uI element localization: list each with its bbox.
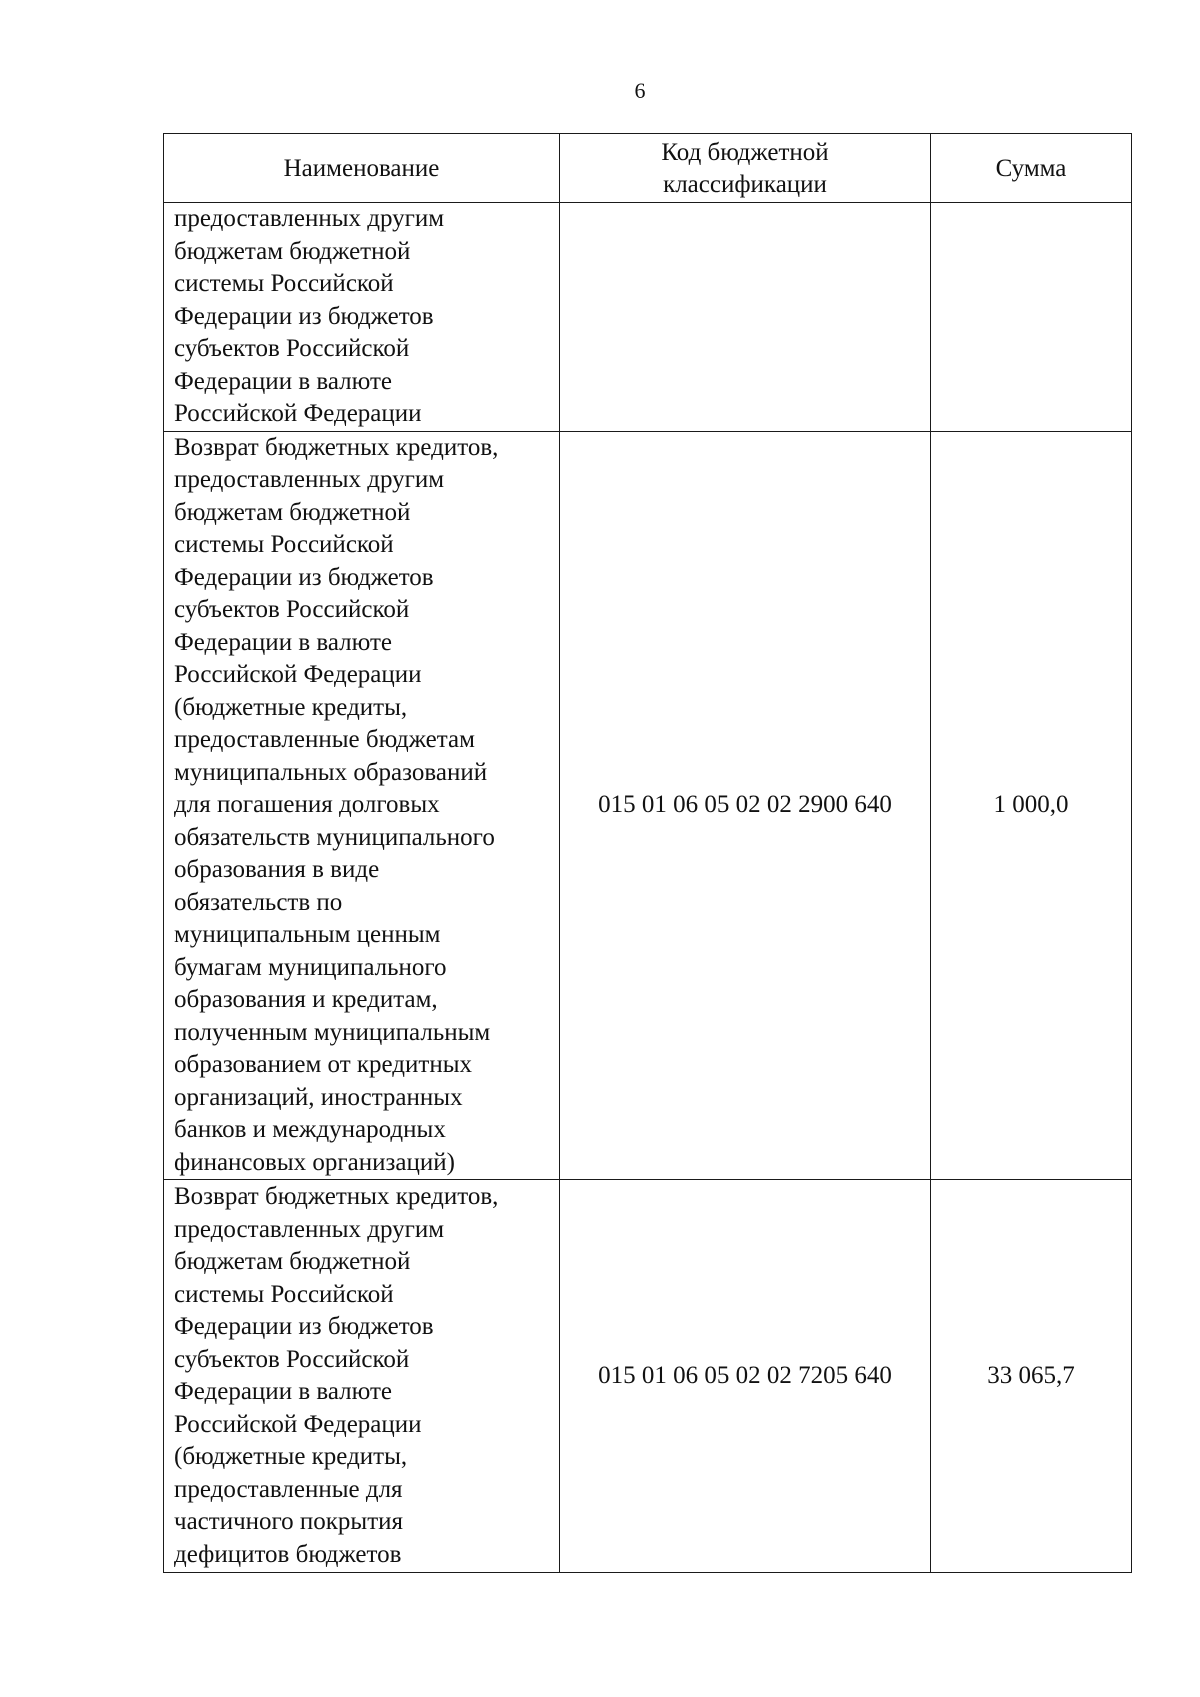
name-line: системы Российской bbox=[174, 1280, 394, 1308]
name-line: банков и международных bbox=[174, 1116, 446, 1143]
name-line: финансовых организаций) bbox=[174, 1148, 455, 1176]
name-line: (бюджетные кредиты, bbox=[174, 693, 408, 721]
name-line: Федерации из бюджетов bbox=[174, 563, 434, 591]
row-code-cell: 015 01 06 05 02 02 2900 640 bbox=[560, 431, 931, 1180]
name-line: Российской Федерации bbox=[174, 1410, 422, 1438]
row-name-cell bbox=[164, 1180, 560, 1573]
table-row bbox=[164, 431, 1132, 1180]
name-line: (бюджетные кредиты, bbox=[174, 1443, 408, 1470]
name-line: Федерации в валюте bbox=[174, 1378, 393, 1405]
name-line: бюджетам бюджетной bbox=[174, 498, 411, 526]
name-line: образования и кредитам, bbox=[174, 986, 438, 1013]
name-line: обязательств муниципального bbox=[174, 823, 495, 851]
name-line: обязательств по bbox=[174, 888, 343, 916]
name-line: субъектов Российской bbox=[174, 596, 410, 623]
name-line: для погашения долговых bbox=[174, 791, 440, 818]
header-sum: Сумма bbox=[931, 134, 1132, 203]
row-sum-cell: 1 000,0 bbox=[931, 431, 1132, 1180]
table-row bbox=[164, 1180, 1132, 1573]
name-line: предоставленные бюджетам bbox=[174, 726, 475, 753]
row-name-cell bbox=[164, 203, 560, 432]
name-line: бумагам муниципального bbox=[174, 953, 447, 981]
name-line: частичного покрытия bbox=[174, 1508, 404, 1535]
name-line: предоставленные для bbox=[174, 1475, 403, 1503]
name-line: бюджетам бюджетной bbox=[174, 237, 411, 265]
name-line: Федерации из бюджетов bbox=[174, 302, 434, 330]
header-code bbox=[560, 134, 931, 203]
name-line: муниципальным ценным bbox=[174, 921, 441, 948]
row-code-cell: 015 01 06 05 02 02 7205 640 bbox=[560, 1180, 931, 1573]
row-code-cell bbox=[560, 203, 931, 432]
name-line: субъектов Российской bbox=[174, 1345, 410, 1373]
name-line: полученным муниципальным bbox=[174, 1018, 491, 1046]
table-header-row bbox=[164, 134, 1132, 203]
name-line: Федерации в валюте bbox=[174, 367, 393, 395]
budget-table bbox=[163, 133, 1132, 1573]
name-line: образования в виде bbox=[174, 856, 380, 883]
row-name-cell bbox=[164, 431, 560, 1180]
page-number: 6 bbox=[634, 78, 646, 103]
name-line: муниципальных образований bbox=[174, 758, 488, 786]
name-line: образованием от кредитных bbox=[174, 1051, 472, 1078]
name-line: Возврат бюджетных кредитов, bbox=[174, 1183, 499, 1210]
name-line: организаций, иностранных bbox=[174, 1083, 463, 1111]
name-line: предоставленных другим bbox=[174, 205, 445, 232]
name-line: системы Российской bbox=[174, 270, 394, 297]
name-line: Федерации в валюте bbox=[174, 628, 393, 656]
header-code-line1: Код бюджетной bbox=[661, 138, 829, 166]
header-code-line2: классификации bbox=[663, 171, 827, 198]
name-line: Российской Федерации bbox=[174, 661, 422, 688]
name-line: предоставленных другим bbox=[174, 1215, 445, 1243]
name-line: системы Российской bbox=[174, 531, 394, 558]
row-sum-cell bbox=[931, 203, 1132, 432]
name-line: Возврат бюджетных кредитов, bbox=[174, 433, 499, 461]
name-line: Федерации из бюджетов bbox=[174, 1313, 434, 1340]
name-line: дефицитов бюджетов bbox=[174, 1540, 402, 1568]
table-row bbox=[164, 203, 1132, 432]
name-line: бюджетам бюджетной bbox=[174, 1248, 411, 1275]
name-line: Российской Федерации bbox=[174, 400, 422, 427]
name-line: предоставленных другим bbox=[174, 466, 445, 493]
row-sum-cell: 33 065,7 bbox=[931, 1180, 1132, 1573]
header-name: Наименование bbox=[164, 134, 560, 203]
name-line: субъектов Российской bbox=[174, 335, 410, 362]
